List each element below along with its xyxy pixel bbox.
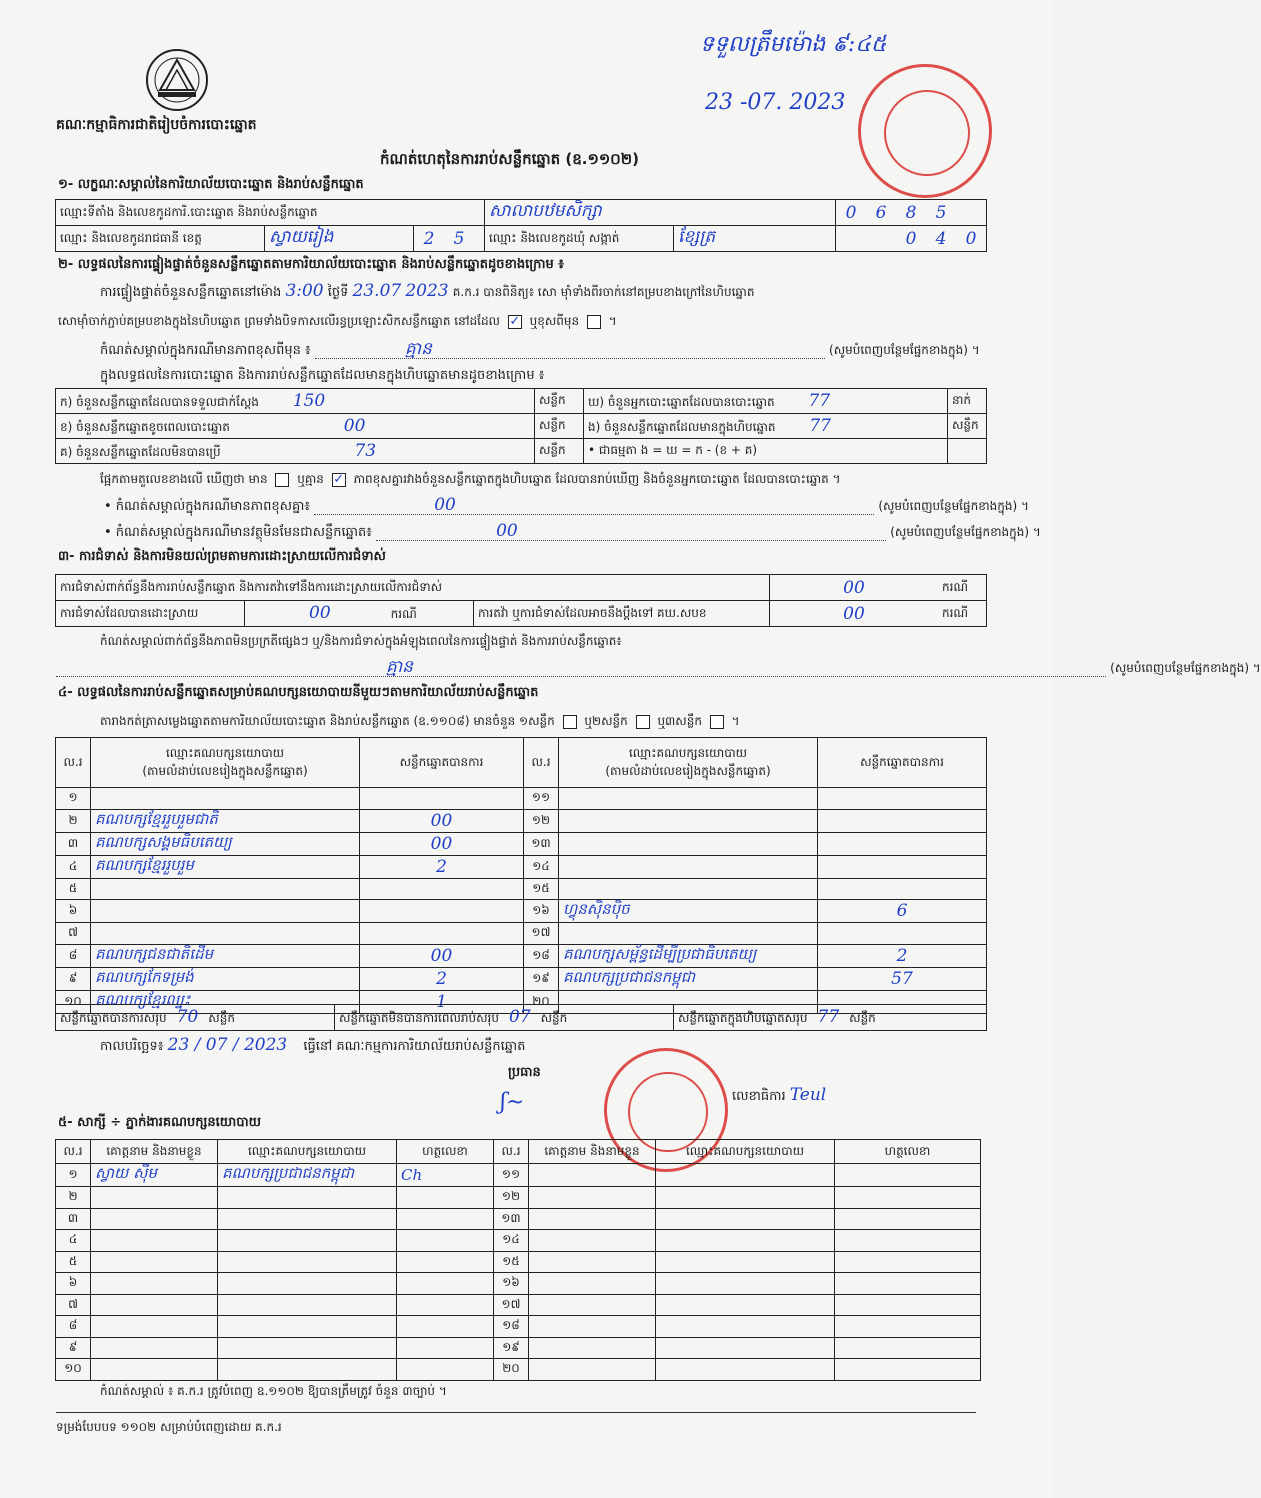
party-votes: 00: [430, 833, 453, 854]
province-value: ស្វាយរៀង: [269, 227, 334, 247]
appeal-value: 00: [843, 603, 865, 624]
row-number: ១: [56, 1164, 91, 1187]
total-invalid-value: 07: [508, 1007, 531, 1027]
formula-note: • ជាធម្មតា ង = ឃ = ក - (ខ + គ): [584, 439, 948, 464]
witness-row: [56, 1273, 981, 1295]
party-name: គណបក្សសង្គមធិបតេយ្យ: [95, 832, 232, 851]
row-number: ១៣: [524, 832, 559, 855]
handwritten-date: 23 -07. 2023: [705, 90, 846, 115]
party-name: គណបក្សប្រជាជនកម្ពុជា: [563, 967, 695, 986]
signed-date: 23 / 07 / 2023: [167, 1035, 288, 1055]
row-number: ៦: [56, 1273, 91, 1295]
province-code-digit: 2: [423, 228, 435, 249]
witness-row: [56, 1164, 981, 1187]
commune-code-digit: 0: [965, 228, 977, 249]
station-code-digit: 5: [935, 202, 947, 223]
complaints-table: ការជំទាស់ពាក់ព័ន្ធនឹងការរាប់សន្លឹកឆ្នោត និងការតវ៉ាទៅនឹងការដោះស្រាយលើការជំទាស់ 00 ករណី ការជំទាស់ដែលបានដោះស្រាយ 00 ករណី ការតវ៉ា ឬការជំទាស់ដែលអាចនឹងប្តឹងទៅ គឃ.សបខ 00 ករណី: [55, 574, 987, 627]
row-number: ៧: [56, 1294, 91, 1316]
org-name: គណៈកម្មាធិការជាតិរៀបចំការបោះឆ្នោត: [56, 117, 257, 133]
party-name: គណបក្សជនជាតិដើម: [95, 944, 213, 963]
party-votes: 00: [430, 810, 453, 831]
complaints-label: ការជំទាស់ពាក់ព័ន្ធនឹងការរាប់សន្លឹកឆ្នោត និងការតវ៉ាទៅនឹងការដោះស្រាយលើការជំទាស់: [56, 575, 770, 601]
party-name: គណបក្សសម្ព័ន្ធដើម្បីប្រជាធិបតេយ្យ: [563, 944, 757, 963]
row-number: ៦: [56, 900, 91, 923]
party-votes: 2: [896, 945, 908, 966]
row-number: ១០: [56, 1359, 91, 1381]
party-name: គណបក្សខ្មែរឈ្នះ: [95, 990, 191, 1009]
row-number: ១៧: [494, 1294, 529, 1316]
footer-divider: [56, 1412, 976, 1413]
station-code-digit: 6: [875, 202, 887, 223]
result-row: [56, 809, 987, 832]
changed-checkbox[interactable]: [587, 315, 601, 329]
irregularity-note-value: គ្មាន: [56, 658, 1106, 677]
result-row: [56, 788, 987, 810]
row-number: ១៦: [524, 900, 559, 923]
three-sheets-checkbox[interactable]: [710, 715, 724, 729]
results-table: ល.រ ឈ្មោះគណបក្សនយោបាយ (តាមលំដាប់លេខរៀងក្នុងសន្លឹកឆ្នោត) សន្លឹកឆ្នោតបានការ ល.រ ឈ្មោះគណបក្សនយោបាយ (តាមលំដាប់លេខរៀងក្នុងសន្លឹកឆ្នោត) សន្លឹកឆ្នោតបានការ ១ ១១ ២ គណបក្សខ្មែររួបរួមជាតិ 00 ១២ ៣ គណបក្សសង្គមធិបតេយ្យ 00 ១៣ ៤ គណបក្សខ្មែររួបរួម 2 ១៤ ៥ ១៥ ៦ ១៦ ហ្វុនស៊ិនប៉ិច 6 ៧ ១៧ ៨ គណបក្សជនជាតិដើម 00 ១៨ គណបក្សសម្ព័ន្ធដើម្បីប្រជាធិបតេយ្យ 2 ៩ គណបក្សកែទម្រង់ 2 ១៩ គណបក្សប្រជាជនកម្ពុជា 57 ១០ គណបក្សខ្មែរឈ្នះ 1 ២០: [55, 737, 987, 1014]
difference-note-value: 00: [314, 496, 874, 515]
unused-ballots-value: 73: [354, 440, 377, 461]
row-number: ៣: [56, 1208, 91, 1230]
result-row: [56, 900, 987, 923]
form-footer: ទម្រង់បែបបទ ១១០២ សម្រាប់បំពេញដោយ គ.ក.រ: [56, 1420, 282, 1434]
section1-table: [55, 199, 987, 252]
station-code-digit: 8: [905, 202, 917, 223]
row-number: ៧: [56, 923, 91, 945]
has-difference-checkbox[interactable]: [275, 473, 289, 487]
other-objects-line: • កំណត់សម្គាល់ក្នុងករណីមានវត្ថុមិនមែនជាសន្លឹកឆ្នោត៖ 00 (សូមបំពេញបន្ថែមផ្នែកខាងក្នុង) ។: [104, 521, 1041, 541]
verification-year: 2023: [405, 281, 449, 301]
unit-label: សន្លឹក: [535, 389, 584, 414]
witness-row: [56, 1316, 981, 1338]
result-row: [56, 878, 987, 900]
row-number: ១៤: [494, 1230, 529, 1252]
seal-note-line: កំណត់សម្គាល់ក្នុងករណីមានភាពខុសពីមុន ៖ គ្មាន (សូមបំពេញបន្ថែមផ្នែកខាងក្នុង) ។: [100, 339, 980, 359]
witness-name: ស្វាយ ស៊ីម: [95, 1164, 157, 1182]
secretary-line: លេខាធិការ Teul: [732, 1085, 827, 1105]
other-objects-value: 00: [376, 522, 886, 541]
party-name: គណបក្សខ្មែររួបរួមជាតិ: [95, 809, 218, 828]
total-valid-value: 70: [176, 1007, 199, 1027]
row-number: ២: [56, 809, 91, 832]
result-row: [56, 967, 987, 990]
row-number: ១៣: [494, 1208, 529, 1230]
chair-signature: ʃ~: [500, 1090, 525, 1115]
row-number: ១៩: [494, 1337, 529, 1359]
party-name: គណបក្សកែទម្រង់: [95, 967, 194, 986]
party-votes: 00: [430, 945, 453, 966]
row-number: ២០: [494, 1359, 529, 1381]
result-row: [56, 923, 987, 945]
section5-title: ៥- សាក្សី ÷ ភ្នាក់ងារគណបក្សនយោបាយ: [58, 1115, 261, 1130]
province-label: ឈ្មោះ និងលេខកូដរាជធានី ខេត្ត: [56, 226, 265, 252]
seal-check-line: សោម៉ាំចាក់ភ្ជាប់គម្របខាងក្នុងនៃហិបឆ្នោត ព្រមទាំងបិទកាសលើរន្ធប្រឡោះសិកសន្លឹកឆ្នោត នៅដដែល ✓ ឬខុសពីមុន ។: [58, 312, 617, 330]
counts-intro: ក្នុងលទ្ធផលនៃការបោះឆ្នោត និងការរាប់សន្លឹកឆ្នោតដែលមានក្នុងហិបឆ្នោតមានដូចខាងក្រោម ៖: [100, 368, 545, 383]
form-title: កំណត់ហេតុនៃការរាប់សន្លឹកឆ្នោត (ឧ.១១០២): [380, 150, 640, 168]
two-sheets-checkbox[interactable]: [636, 715, 650, 729]
row-number: ៩: [56, 967, 91, 990]
signing-line: កាលបរិច្ឆេទ៖ 23 / 07 / 2023 ធ្វើនៅ គណៈកម្មការការិយាល័យរាប់សន្លឹកឆ្នោត: [100, 1035, 526, 1055]
party-votes: 1: [436, 991, 447, 1012]
result-row: [56, 944, 987, 967]
row-number: ១២: [494, 1187, 529, 1209]
section3-title: ៣- ការជំទាស់ និងការមិនយល់ព្រមតាមការដោះស្រាយលើការជំទាស់: [58, 549, 386, 564]
verification-time: 3:00: [285, 281, 324, 301]
emblem-logo: [140, 46, 214, 114]
no-difference-checkbox[interactable]: [332, 473, 346, 487]
party-votes: 57: [891, 968, 913, 989]
row-number: ១: [56, 788, 91, 810]
row-number: ៣: [56, 832, 91, 855]
witness-row: [56, 1230, 981, 1252]
witness-row: [56, 1251, 981, 1273]
party-name: គណបក្សខ្មែររួបរួម: [95, 855, 194, 874]
totals-table: សន្លឹកឆ្នោតបានការសរុប 70 សន្លឹក សន្លឹកឆ្នោតមិនបានការពេលរាប់សរុប 07 សន្លឹក សន្លឹកឆ្នោតក្នុងហិបឆ្នោតសរុប 77 សន្លឹក: [55, 1004, 987, 1031]
row-number: ១១: [524, 788, 559, 810]
ballots-in-box-value: 77: [809, 415, 831, 436]
commune-code-digit: 0: [905, 228, 917, 249]
row-number: ១៥: [494, 1251, 529, 1273]
row-number: ១០: [56, 990, 91, 1013]
appeal-label: ការតវ៉ា ឬការជំទាស់ដែលអាចនឹងប្តឹងទៅ គឃ.សបខ: [474, 601, 770, 627]
counts-table: ក) ចំនួនសន្លឹកឆ្នោតដែលបានទទួលជាក់ស្តែង 150 សន្លឹក ឃ) ចំនួនអ្នកបោះឆ្នោតដែលបានបោះឆ្នោត 77 នាក់ ខ) ចំនួនសន្លឹកឆ្នោតខូចពេលបោះឆ្នោត 00 សន្លឹក ង) ចំនួនសន្លឹកឆ្នោតដែលមានក្នុងហិបឆ្នោត 77 សន្លឹក គ) ចំនួនសន្លឹកឆ្នោតដែលមិនបានប្រើ 73 សន្លឹក • ជាធម្មតា ង = ឃ = ក - (ខ + គ): [55, 388, 987, 464]
party-votes: 2: [436, 856, 447, 877]
witness-row: [56, 1294, 981, 1316]
spoiled-ballots-value: 00: [343, 415, 366, 436]
resolved-label: ការជំទាស់ដែលបានដោះស្រាយ: [56, 601, 245, 627]
tally-sheet-line: តារាងកត់ត្រាសម្លេងឆ្នោតតាមការិយាល័យបោះឆ្នោត និងរាប់សន្លឹកឆ្នោត (ឧ.១១០៨) មានចំនួន ១សន្លឹក ឬ២សន្លឹក ឬ៣សន្លឹក ។: [100, 714, 740, 728]
row-number: ១៤: [524, 855, 559, 878]
difference-note-line: • កំណត់សម្គាល់ក្នុងករណីមានភាពខុសគ្នា៖ 00 (សូមបំពេញបន្ថែមផ្នែកខាងក្នុង) ។: [104, 495, 1029, 515]
witness-sign: Ch: [401, 1166, 423, 1184]
row-number: ១១: [494, 1164, 529, 1187]
polling-station-label: ឈ្មោះទីតាំង និងលេខកូដការិ.បោះឆ្នោត និងរាប់សន្លឹកឆ្នោត: [56, 200, 485, 226]
row-number: ៤: [56, 855, 91, 878]
row-number: ៨: [56, 1316, 91, 1338]
row-number: ៩: [56, 1337, 91, 1359]
result-row: [56, 832, 987, 855]
voters-count-value: 77: [808, 390, 831, 411]
seal-note-value: គ្មាន: [315, 340, 825, 359]
party-votes: 2: [436, 968, 447, 989]
party-votes: 6: [896, 901, 908, 921]
witness-row: [56, 1359, 981, 1381]
row-number: ៥: [56, 1251, 91, 1273]
difference-check-line: ផ្អែកតាមតួលេខខាងលើ ឃើញថា មាន ឬគ្មាន ✓ ភាពខុសគ្នារវាងចំនួនសន្លឹកឆ្នោតក្នុងហិបឆ្នោត ដែលបានរាប់ឃើញ និងចំនួនអ្នកបោះឆ្នោត ដែលបានបោះឆ្នោត ។: [100, 470, 841, 488]
row-number: ១៨: [494, 1316, 529, 1338]
secretary-signature: Teul: [789, 1085, 827, 1105]
handwritten-received: ទទួលត្រឹមម៉ោង ៩:៤៥: [700, 32, 887, 57]
witness-table: ល.រ គោត្តនាម និងនាមខ្លួន ឈ្មោះគណបក្សនយោបាយ ហត្ថលេខា ល.រ គោត្តនាម និងនាមខ្លួន ឈ្មោះគណបក្សនយោបាយ ហត្ថលេខា ១ ស្វាយ ស៊ីម គណបក្សប្រជាជនកម្ពុជា Ch ១១ ២ ១២ ៣ ១៣ ៤ ១៤ ៥ ១៥ ៦ ១៦ ៧ ១៧ ៨ ១៨ ៩ ១៩ ១០ ២០: [55, 1139, 981, 1381]
commune-value: ខ្សែត្រ: [678, 227, 716, 247]
resolved-value: 00: [309, 603, 331, 623]
witness-party: គណបក្សប្រជាជនកម្ពុជា: [222, 1164, 354, 1182]
irregularity-note-line: គ្មាន (សូមបំពេញបន្ថែមផ្នែកខាងក្នុង) ។: [56, 658, 1261, 678]
row-number: ២០: [524, 990, 559, 1013]
row-number: ១៨: [524, 944, 559, 967]
witness-row: [56, 1337, 981, 1359]
commune-code-digit: 4: [935, 228, 947, 249]
verification-time-line: ការផ្ទៀងផ្ទាត់ចំនួនសន្លឹកឆ្នោតនៅម៉ោង 3:00 ថ្ងៃទី 23.07 2023 គ.ក.រ បានពិនិត្យ៖ សោ ម៉ាំទាំងពីរចាក់នៅគម្របខាងក្រៅនៃហិបឆ្នោត: [100, 281, 755, 301]
party-name: ហ្វុនស៊ិនប៉ិច: [563, 900, 630, 918]
row-number: ៤: [56, 1230, 91, 1252]
section4-title: ៤- លទ្ធផលនៃការរាប់សន្លឹកឆ្នោតសម្រាប់គណបក្សនយោបាយនីមួយៗតាមការិយាល័យរាប់សន្លឹកឆ្នោត: [58, 685, 539, 700]
row-number: ២: [56, 1187, 91, 1209]
row-number: ១៧: [524, 923, 559, 945]
row-number: ៨: [56, 944, 91, 967]
result-row: [56, 855, 987, 878]
row-number: ៥: [56, 878, 91, 900]
section1-title: ១- លក្ខណៈសម្គាល់នៃការិយាល័យបោះឆ្នោត និងរាប់សន្លឹកឆ្នោត: [58, 177, 364, 192]
witness-row: [56, 1187, 981, 1209]
station-code-digit: 0: [845, 202, 857, 223]
unchanged-checkbox[interactable]: [508, 315, 522, 329]
received-ballots-value: 150: [292, 390, 326, 411]
footnote: កំណត់សម្គាល់ ៖ គ.ក.រ ត្រូវបំពេញ ឧ.១១០២ ឱ្យបានត្រឹមត្រូវ ចំនួន ៣ច្បាប់ ។: [100, 1384, 447, 1398]
one-sheet-checkbox[interactable]: [563, 715, 577, 729]
witness-row: [56, 1208, 981, 1230]
chair-label: ប្រធាន: [508, 1065, 541, 1080]
commune-label: ឈ្មោះ និងលេខកូដឃុំ សង្កាត់: [485, 226, 674, 252]
row-number: ១៦: [494, 1273, 529, 1295]
polling-station-value: សាលាបឋមសិក្សា: [489, 201, 602, 221]
official-stamp-top: [858, 64, 992, 198]
row-number: ១៥: [524, 878, 559, 900]
row-number: ១២: [524, 809, 559, 832]
section2-title: ២- លទ្ធផលនៃការផ្ទៀងផ្ទាត់ចំនួនសន្លឹកឆ្នោតតាមការិយាល័យបោះឆ្នោត និងរាប់សន្លឹកឆ្នោតដូចខាងក្រោម ៖: [58, 257, 564, 272]
province-code-digit: 5: [453, 228, 465, 249]
total-in-box-value: 77: [817, 1007, 840, 1027]
irregularity-note-label: កំណត់សម្គាល់ពាក់ព័ន្ធនឹងភាពមិនប្រក្រតីផ្សេងៗ ឬ/និងការជំទាស់ក្នុងអំឡុងពេលនៃការផ្ទៀងផ្ទាត់ និងការរាប់សន្លឹកឆ្នោត៖: [100, 634, 622, 648]
complaints-value: 00: [843, 577, 865, 598]
verification-date: 23.07: [352, 281, 402, 301]
row-number: ១៩: [524, 967, 559, 990]
